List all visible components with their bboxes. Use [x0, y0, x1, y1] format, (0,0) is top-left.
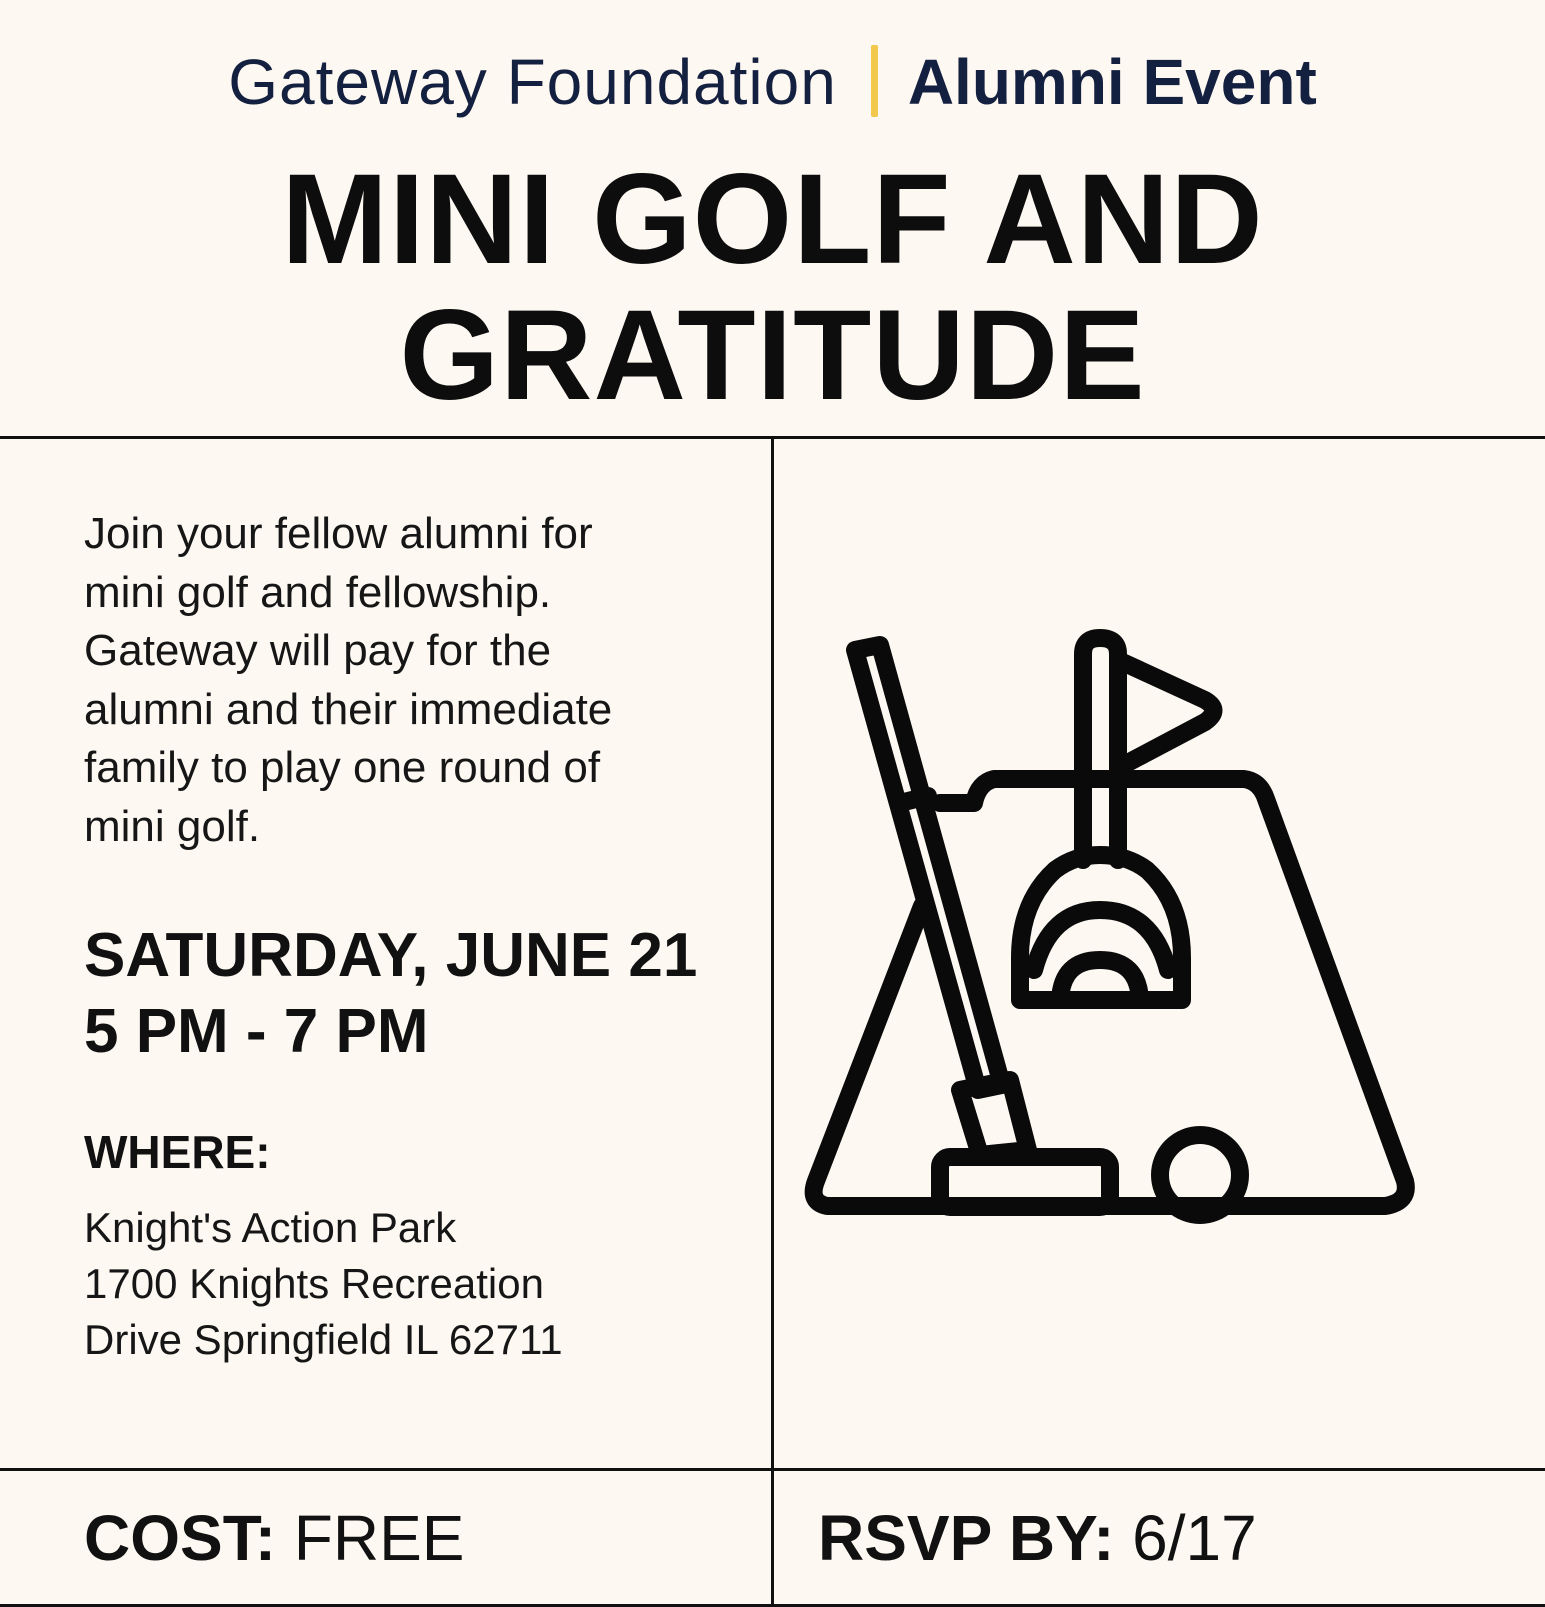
event-title [0, 148, 1545, 427]
description-line: Join your fellow alumni for [84, 509, 593, 558]
event-time: 5 PM - 7 PM [84, 997, 429, 1066]
event-title-line-2: GRATITUDE [399, 284, 1146, 427]
description-line: Gateway will pay for the [84, 626, 552, 675]
cost-value: FREE [293, 1502, 465, 1574]
mini-golf-icon [800, 620, 1450, 1270]
flyer-header [0, 0, 1545, 438]
event-address [84, 1200, 563, 1368]
cost-label: COST: [84, 1502, 276, 1574]
address-line: Drive Springfield IL 62711 [84, 1316, 563, 1363]
cost-info [84, 1500, 464, 1576]
rsvp-info [818, 1500, 1257, 1576]
event-date: SATURDAY, JUNE 21 [84, 921, 698, 990]
event-datetime [84, 918, 697, 1070]
description-line: family to play one round of [84, 743, 601, 792]
event-description [84, 505, 744, 856]
footer-divider [0, 1468, 1545, 1471]
column-divider [771, 438, 774, 1607]
where-label: WHERE: [84, 1126, 271, 1178]
description-line: alumni and their immediate [84, 684, 613, 734]
description-line: mini golf and fellowship. [84, 567, 552, 617]
description-line: mini golf. [84, 801, 261, 851]
rsvp-label: RSVP BY: [818, 1502, 1115, 1574]
description-text [84, 505, 744, 856]
address-line: 1700 Knights Recreation [84, 1260, 544, 1307]
address-line: Knight's Action Park [84, 1204, 457, 1251]
organization-name: Gateway Foundation [228, 46, 837, 118]
brand-divider [871, 45, 878, 117]
rsvp-date: 6/17 [1132, 1502, 1257, 1574]
brand-line [0, 46, 1545, 123]
event-title-line-1: MINI GOLF AND [281, 148, 1264, 291]
event-type: Alumni Event [907, 46, 1317, 118]
